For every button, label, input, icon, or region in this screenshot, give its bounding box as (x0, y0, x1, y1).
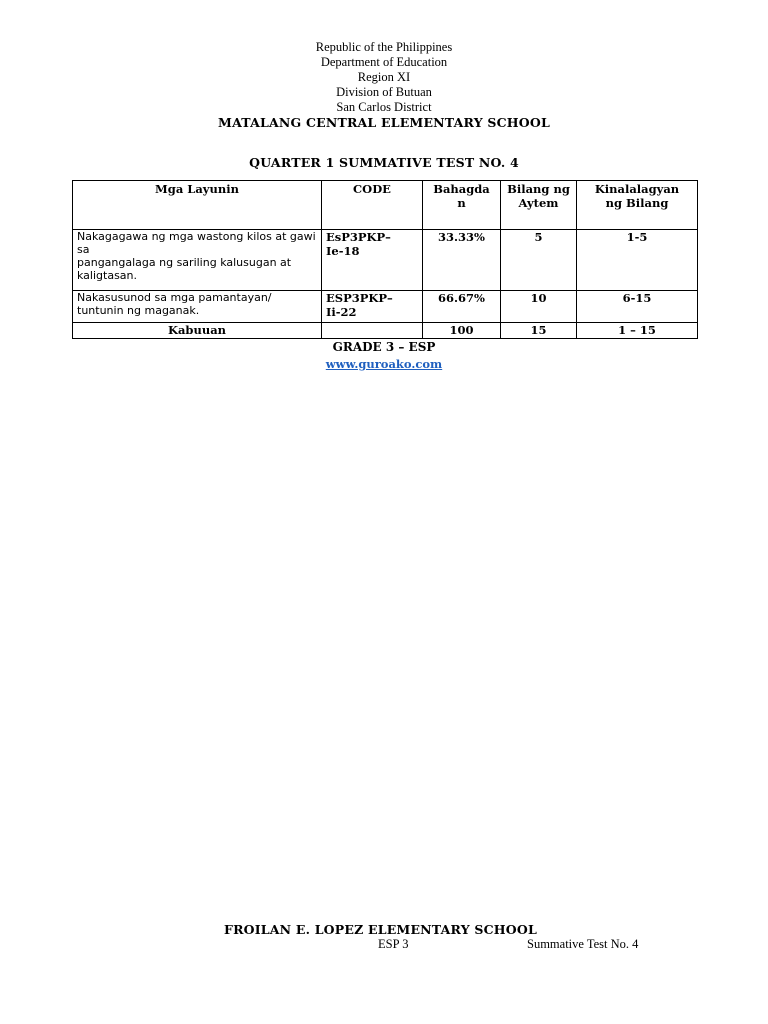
row2-percent: 66.67% (423, 291, 501, 323)
header-placement-part2: ng Bilang (605, 196, 669, 210)
total-placement: 1 – 15 (577, 323, 698, 339)
row1-percent: 33.33% (423, 230, 501, 291)
total-percent: 100 (423, 323, 501, 339)
table-row (73, 291, 698, 323)
header-republic: Republic of the Philippines (315, 40, 453, 54)
row1-code-part2: Ie-18 (326, 244, 360, 258)
total-label: Kabuuan (73, 323, 322, 339)
footer-subject: ESP 3 (378, 937, 409, 951)
header-code: CODE (322, 181, 423, 230)
row1-items: 5 (501, 230, 577, 291)
website-link[interactable]: www.guroako.com (325, 357, 443, 371)
footer-school: FROILAN E. LOPEZ ELEMENTARY SCHOOL (224, 922, 537, 937)
row1-objective-line1: Nakagagawa ng mga wastong kilos at gawi sa (77, 230, 316, 256)
row2-code (322, 291, 423, 323)
table-header-row (73, 181, 698, 230)
row2-objective-line1: Nakasusunod sa mga pamantayan/ (77, 291, 272, 304)
row2-items: 10 (501, 291, 577, 323)
table-total-row (73, 323, 698, 339)
header-district: San Carlos District (336, 100, 432, 114)
table-row (73, 230, 698, 291)
website-link-line (0, 357, 768, 371)
header-region: Region XI (357, 70, 411, 84)
header-placement-part1: Kinalalagyan (594, 182, 680, 196)
header-percent (423, 181, 501, 230)
school-name: MATALANG CENTRAL ELEMENTARY SCHOOL (218, 115, 550, 130)
total-items: 15 (501, 323, 577, 339)
header-placement (577, 181, 698, 230)
row2-code-part2: Ii-22 (326, 305, 357, 319)
test-title: QUARTER 1 SUMMATIVE TEST NO. 4 (249, 155, 519, 170)
header-items (501, 181, 577, 230)
header-division: Division of Butuan (336, 85, 432, 99)
row1-objective (73, 230, 322, 291)
header-items-part1: Bilang ng (507, 182, 570, 196)
total-code (322, 323, 423, 339)
footer-test: Summative Test No. 4 (527, 937, 639, 951)
header-items-part2: Aytem (518, 196, 559, 210)
row1-objective-line2: pangangalaga ng sariling kalusugan at kaligtasan. (77, 256, 292, 282)
row2-code-part1: ESP3PKP– (326, 291, 393, 305)
table-of-specifications (72, 180, 698, 339)
row1-placement: 1-5 (577, 230, 698, 291)
header-percent-part1: Bahagda (433, 182, 490, 196)
header-percent-part2: n (457, 196, 466, 210)
header-department: Department of Education (320, 55, 448, 69)
row1-code-part1: EsP3PKP– (326, 230, 391, 244)
row2-placement: 6-15 (577, 291, 698, 323)
row1-code (322, 230, 423, 291)
row2-objective-line2: tuntunin ng maganak. (77, 304, 200, 317)
header-objectives: Mga Layunin (73, 181, 322, 230)
row2-objective (73, 291, 322, 323)
grade-label: GRADE 3 – ESP (332, 340, 436, 354)
